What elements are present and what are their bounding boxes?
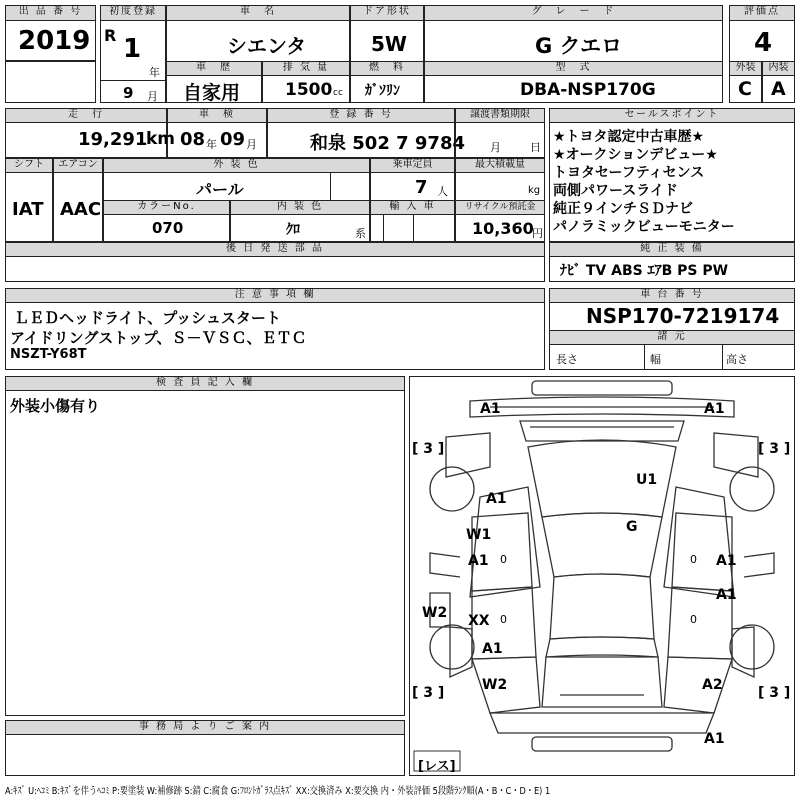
ext-value: C xyxy=(738,78,752,100)
tire-rear-right: [ 3 ] xyxy=(758,685,791,701)
int-box xyxy=(762,61,795,103)
recycle-box xyxy=(455,200,545,242)
transfer-month-unit: 月 xyxy=(490,141,501,154)
first-reg-box xyxy=(100,5,166,103)
notes-line: アイドリングストップ、Ｓ－ＶＳＣ、ＥＴＣ xyxy=(10,329,307,347)
zero-mark: 0 xyxy=(500,613,507,626)
chassis-value: NSP170-7219174 xyxy=(586,304,780,328)
color-box xyxy=(103,158,370,202)
fuel-box xyxy=(350,61,424,103)
spare-label: [レス] xyxy=(418,759,456,774)
door-value: 5W xyxy=(371,32,407,56)
mark-hood: U1 xyxy=(636,472,658,488)
displacement-unit: cc xyxy=(333,88,343,98)
color-no-label: カラーNo. xyxy=(104,201,229,215)
transfer-box xyxy=(455,108,545,158)
inspection-month-unit: 月 xyxy=(246,138,257,151)
grade-value: G クエロ xyxy=(535,34,623,58)
notes-line: NSZT-Y68T xyxy=(10,347,87,362)
sales-points-label: セールスポイント xyxy=(550,109,794,123)
score-label: 評価点 xyxy=(730,6,794,21)
capacity-unit: 人 xyxy=(437,185,448,198)
door-box xyxy=(350,5,424,63)
displacement-label: 排 気 量 xyxy=(263,62,349,76)
lot-blank xyxy=(5,61,96,103)
specs-label: 諸 元 xyxy=(550,331,794,345)
zero-mark: 0 xyxy=(690,553,697,566)
capacity-label: 乗車定員 xyxy=(371,159,454,173)
color-value: パール xyxy=(196,180,244,199)
capacity-box xyxy=(370,158,455,202)
history-value: 自家用 xyxy=(183,82,241,104)
ext-label: 外装 xyxy=(730,62,761,76)
mark-rear-door-left: XX xyxy=(468,613,490,629)
tire-front-right: [ 3 ] xyxy=(758,441,791,457)
model-value: DBA-NSP170G xyxy=(520,80,656,100)
office-label: 事 務 局 よ り ご 案 内 xyxy=(6,721,404,735)
later-parts-box xyxy=(5,242,545,282)
reg-box xyxy=(267,108,465,158)
shift-label: シフト xyxy=(6,159,52,173)
import-box xyxy=(370,200,455,242)
inspection-month: 09 xyxy=(220,129,246,150)
era-value: R xyxy=(104,26,117,45)
notes-label: 注 意 事 項 欄 xyxy=(6,289,544,303)
inspection-label: 車 検 xyxy=(168,109,266,123)
inspection-year-unit: 年 xyxy=(206,138,217,151)
inspector-box xyxy=(5,376,405,716)
height-label: 高さ xyxy=(726,353,748,366)
ext-box xyxy=(729,61,762,103)
car-outline xyxy=(410,377,794,775)
recycle-value: 10,360 xyxy=(472,219,534,238)
fuel-label: 燃 料 xyxy=(351,62,423,76)
mark-windshield: G xyxy=(626,519,638,535)
score-box xyxy=(729,5,795,63)
ac-box xyxy=(53,158,103,242)
notes-box xyxy=(5,288,545,370)
month-value: 9 xyxy=(123,84,134,102)
year-value: 1 xyxy=(123,34,142,64)
mark-front-left: A1 xyxy=(480,401,501,417)
month-unit: 月 xyxy=(147,90,158,103)
ac-label: エアコン xyxy=(54,159,102,173)
transfer-label: 譲渡書類期限 xyxy=(456,109,544,123)
mileage-box xyxy=(5,108,176,158)
car-diagram xyxy=(409,376,795,776)
displacement-value: 1500 xyxy=(285,80,333,100)
width-label: 幅 xyxy=(650,353,661,366)
color-label: 外 装 色 xyxy=(104,159,369,173)
lot-label: 出 品 番 号 xyxy=(6,6,95,21)
sales-point-line: パノラミックビューモニター xyxy=(553,219,735,235)
history-label: 車 歴 xyxy=(167,62,261,76)
lot-value: 2019 xyxy=(18,26,91,56)
inspection-box xyxy=(167,108,267,158)
recycle-label: リサイクル預託金 xyxy=(456,201,544,215)
fuel-value: ｶﾞｿﾘﾝ xyxy=(365,83,400,99)
tire-rear-left: [ 3 ] xyxy=(412,685,445,701)
sales-point-line: 純正９インチＳＤナビ xyxy=(553,201,693,217)
interior-color-label: 内 装 色 xyxy=(231,201,369,215)
mark-fender-left: A1 xyxy=(486,491,507,507)
reg-value: 和泉 502 7 9784 xyxy=(310,133,465,154)
history-box xyxy=(166,61,262,103)
mark-front-door-left-1: W1 xyxy=(466,527,492,543)
shift-box xyxy=(5,158,53,242)
capacity-value: 7 xyxy=(415,177,428,198)
inspector-text: 外装小傷有り xyxy=(10,397,101,415)
mileage-value: 19,291 xyxy=(78,129,148,150)
interior-color-unit: 系 xyxy=(355,227,366,240)
name-value: シエンタ xyxy=(227,34,307,58)
mileage-unit: km xyxy=(146,129,176,149)
mark-rear-left-panel: W2 xyxy=(422,605,448,621)
inspector-label: 検 査 員 記 入 欄 xyxy=(6,377,404,391)
transfer-day-unit: 日 xyxy=(530,141,541,154)
legend: A:ｷｽﾞ U:ﾍｺﾐ B:ｷｽﾞを伴うﾍｺﾐ P:要塗装 W:補修跡 S:錆 C:腐食 G:ﾌﾛﾝﾄｶﾞﾗｽ点ｷｽﾞ XX:交換済み X:要交換 内・外装評価 5段階ﾗﾝｸ順(A・B・C・D・E) 1 xyxy=(5,786,551,797)
sales-point-line: ★トヨタ認定中古車歴★ xyxy=(553,129,705,145)
mark-front-right: A1 xyxy=(704,401,725,417)
length-label: 長さ xyxy=(556,353,578,366)
load-unit: kg xyxy=(528,185,541,196)
name-label: 車 名 xyxy=(167,6,349,21)
mark-front-door-right: A1 xyxy=(716,553,737,569)
later-parts-label: 後 日 発 送 部 品 xyxy=(6,243,544,257)
specs-box xyxy=(549,330,795,370)
load-box xyxy=(455,158,545,202)
lot-box xyxy=(5,5,96,61)
chassis-label: 車 台 番 号 xyxy=(550,289,794,303)
tire-front-left: [ 3 ] xyxy=(412,441,445,457)
genuine-label: 純 正 装 備 xyxy=(550,243,794,257)
grade-box xyxy=(424,5,723,63)
mark-rear-bumper: A1 xyxy=(704,731,725,747)
door-label: ドア形状 xyxy=(351,6,423,21)
sales-point-line: ★オークションデビュー★ xyxy=(553,147,718,163)
mark-rear-door-right: A1 xyxy=(716,587,737,603)
sales-point-line: 両側パワースライド xyxy=(553,183,678,199)
displacement-box xyxy=(262,61,350,103)
interior-color-value: ｸﾛ xyxy=(286,222,300,238)
color-no-value: 070 xyxy=(152,219,184,237)
first-reg-label: 初度登録 xyxy=(101,6,165,21)
notes-line: ＬＥＤヘッドライト、プッシュスタート xyxy=(14,309,281,327)
color-no-box xyxy=(103,200,230,242)
mark-rear-left-lower: W2 xyxy=(482,677,508,693)
sales-points-box xyxy=(549,108,795,242)
interior-color-box xyxy=(230,200,370,242)
import-label: 輸 入 車 xyxy=(371,201,454,215)
grade-label: グ レ ー ド xyxy=(425,6,722,21)
year-unit: 年 xyxy=(149,66,160,79)
model-box xyxy=(424,61,723,103)
reg-label: 登 録 番 号 xyxy=(268,109,454,123)
zero-mark: 0 xyxy=(500,553,507,566)
mark-rear-quarter-left: A1 xyxy=(482,641,503,657)
genuine-box xyxy=(549,242,795,282)
model-label: 型 式 xyxy=(425,62,722,76)
name-box xyxy=(166,5,350,63)
shift-value: IAT xyxy=(12,199,44,220)
int-value: A xyxy=(771,78,786,100)
inspection-year: 08 xyxy=(180,129,206,150)
sales-point-line: トヨタセーフティセンス xyxy=(553,165,705,181)
mark-rear-right-lower: A2 xyxy=(702,677,723,693)
int-label: 内装 xyxy=(763,62,794,76)
genuine-value: ﾅﾋﾞ TV ABS ｴｱB PS PW xyxy=(560,263,729,279)
zero-mark: 0 xyxy=(690,613,697,626)
load-label: 最大積載量 xyxy=(456,159,544,173)
mark-front-door-left-2: A1 xyxy=(468,553,489,569)
chassis-box xyxy=(549,288,795,332)
score-value: 4 xyxy=(754,28,773,58)
recycle-unit: 円 xyxy=(532,227,543,240)
ac-value: AAC xyxy=(60,199,102,220)
mileage-label: 走 行 xyxy=(6,109,166,123)
office-box xyxy=(5,720,405,776)
